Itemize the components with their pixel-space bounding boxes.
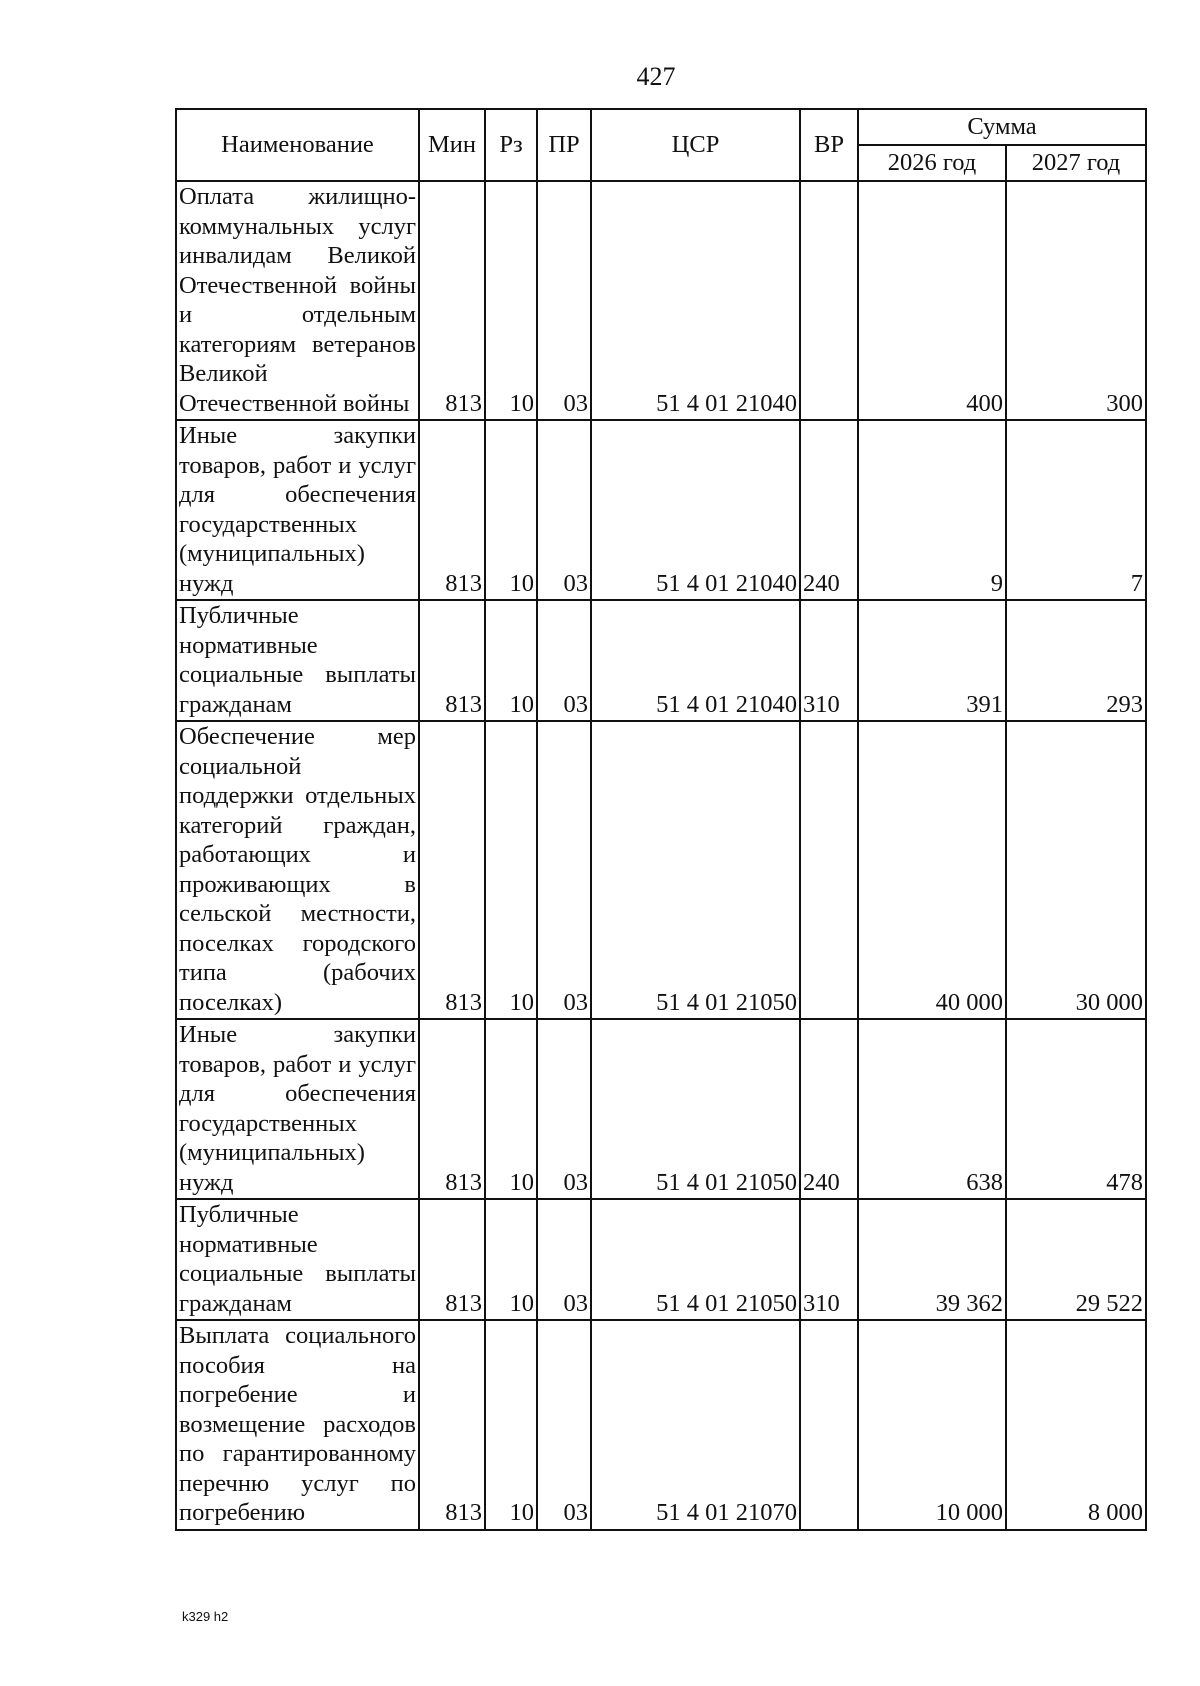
table-row (176, 600, 1146, 721)
row-rz: 10 (485, 600, 537, 721)
row-csr: 51 4 01 21070 (591, 1320, 800, 1530)
row-pr: 03 (537, 1019, 591, 1199)
row-rz: 10 (485, 420, 537, 600)
row-pr: 03 (537, 181, 591, 420)
table-row (176, 1019, 1146, 1199)
row-rz: 10 (485, 181, 537, 420)
row-min: 813 (419, 1019, 485, 1199)
row-name: Иные закупки товаров, работ и услуг для обеспечения государственных (муниципальных) нужд (176, 420, 419, 600)
row-pr: 03 (537, 1199, 591, 1320)
row-pr: 03 (537, 721, 591, 1019)
row-vr (800, 721, 858, 1019)
row-sum-2026: 638 (858, 1019, 1006, 1199)
row-rz: 10 (485, 721, 537, 1019)
row-min: 813 (419, 181, 485, 420)
row-name: Выплата социального пособия на погребение и возмещение расходов по гарантированному перечню услуг по погребению (176, 1320, 419, 1530)
row-csr: 51 4 01 21050 (591, 1199, 800, 1320)
row-sum-2026: 400 (858, 181, 1006, 420)
row-sum-2026: 391 (858, 600, 1006, 721)
row-csr: 51 4 01 21040 (591, 181, 800, 420)
table-row (176, 721, 1146, 1019)
row-sum-2027: 30 000 (1006, 721, 1146, 1019)
row-vr: 240 (800, 420, 858, 600)
row-pr: 03 (537, 600, 591, 721)
header-csr: ЦСР (591, 109, 800, 181)
row-sum-2026: 40 000 (858, 721, 1006, 1019)
row-rz: 10 (485, 1019, 537, 1199)
header-name: Наименование (176, 109, 419, 181)
row-pr: 03 (537, 420, 591, 600)
row-vr: 240 (800, 1019, 858, 1199)
row-csr: 51 4 01 21050 (591, 721, 800, 1019)
row-sum-2027: 478 (1006, 1019, 1146, 1199)
row-sum-2027: 7 (1006, 420, 1146, 600)
header-sum: Сумма (858, 109, 1146, 145)
row-name: Публичные нормативные социальные выплаты гражданам (176, 600, 419, 721)
row-min: 813 (419, 1320, 485, 1530)
row-csr: 51 4 01 21040 (591, 420, 800, 600)
row-min: 813 (419, 420, 485, 600)
row-vr: 310 (800, 1199, 858, 1320)
page-number: 427 (636, 62, 676, 91)
header-year-2027: 2027 год (1006, 145, 1146, 181)
footer-code: k329 h2 (182, 1609, 229, 1624)
header-vr: ВР (800, 109, 858, 181)
row-sum-2027: 29 522 (1006, 1199, 1146, 1320)
table-row (176, 1199, 1146, 1320)
row-vr (800, 1320, 858, 1530)
row-rz: 10 (485, 1199, 537, 1320)
row-name: Публичные нормативные социальные выплаты гражданам (176, 1199, 419, 1320)
row-sum-2026: 9 (858, 420, 1006, 600)
table-row (176, 1320, 1146, 1530)
row-sum-2027: 293 (1006, 600, 1146, 721)
row-name: Иные закупки товаров, работ и услуг для обеспечения государственных (муниципальных) нужд (176, 1019, 419, 1199)
row-name: Обеспечение мер социальной поддержки отдельных категорий граждан, работающих и проживающих в сельской местности, поселках городского типа (рабочих поселках) (176, 721, 419, 1019)
row-sum-2026: 39 362 (858, 1199, 1006, 1320)
header-pr: ПР (537, 109, 591, 181)
row-name: Оплата жилищно-коммунальных услуг инвалидам Великой Отечественной войны и отдельным категориям ветеранов Великой Отечественной войны (176, 181, 419, 420)
table-row (176, 420, 1146, 600)
row-csr: 51 4 01 21050 (591, 1019, 800, 1199)
row-min: 813 (419, 600, 485, 721)
header-rz: Рз (485, 109, 537, 181)
row-sum-2027: 8 000 (1006, 1320, 1146, 1530)
row-vr (800, 181, 858, 420)
row-min: 813 (419, 1199, 485, 1320)
row-sum-2026: 10 000 (858, 1320, 1006, 1530)
row-pr: 03 (537, 1320, 591, 1530)
row-min: 813 (419, 721, 485, 1019)
row-rz: 10 (485, 1320, 537, 1530)
header-min: Мин (419, 109, 485, 181)
table-row (176, 181, 1146, 420)
header-year-2026: 2026 год (858, 145, 1006, 181)
budget-table (175, 108, 1147, 1531)
row-vr: 310 (800, 600, 858, 721)
row-csr: 51 4 01 21040 (591, 600, 800, 721)
row-sum-2027: 300 (1006, 181, 1146, 420)
